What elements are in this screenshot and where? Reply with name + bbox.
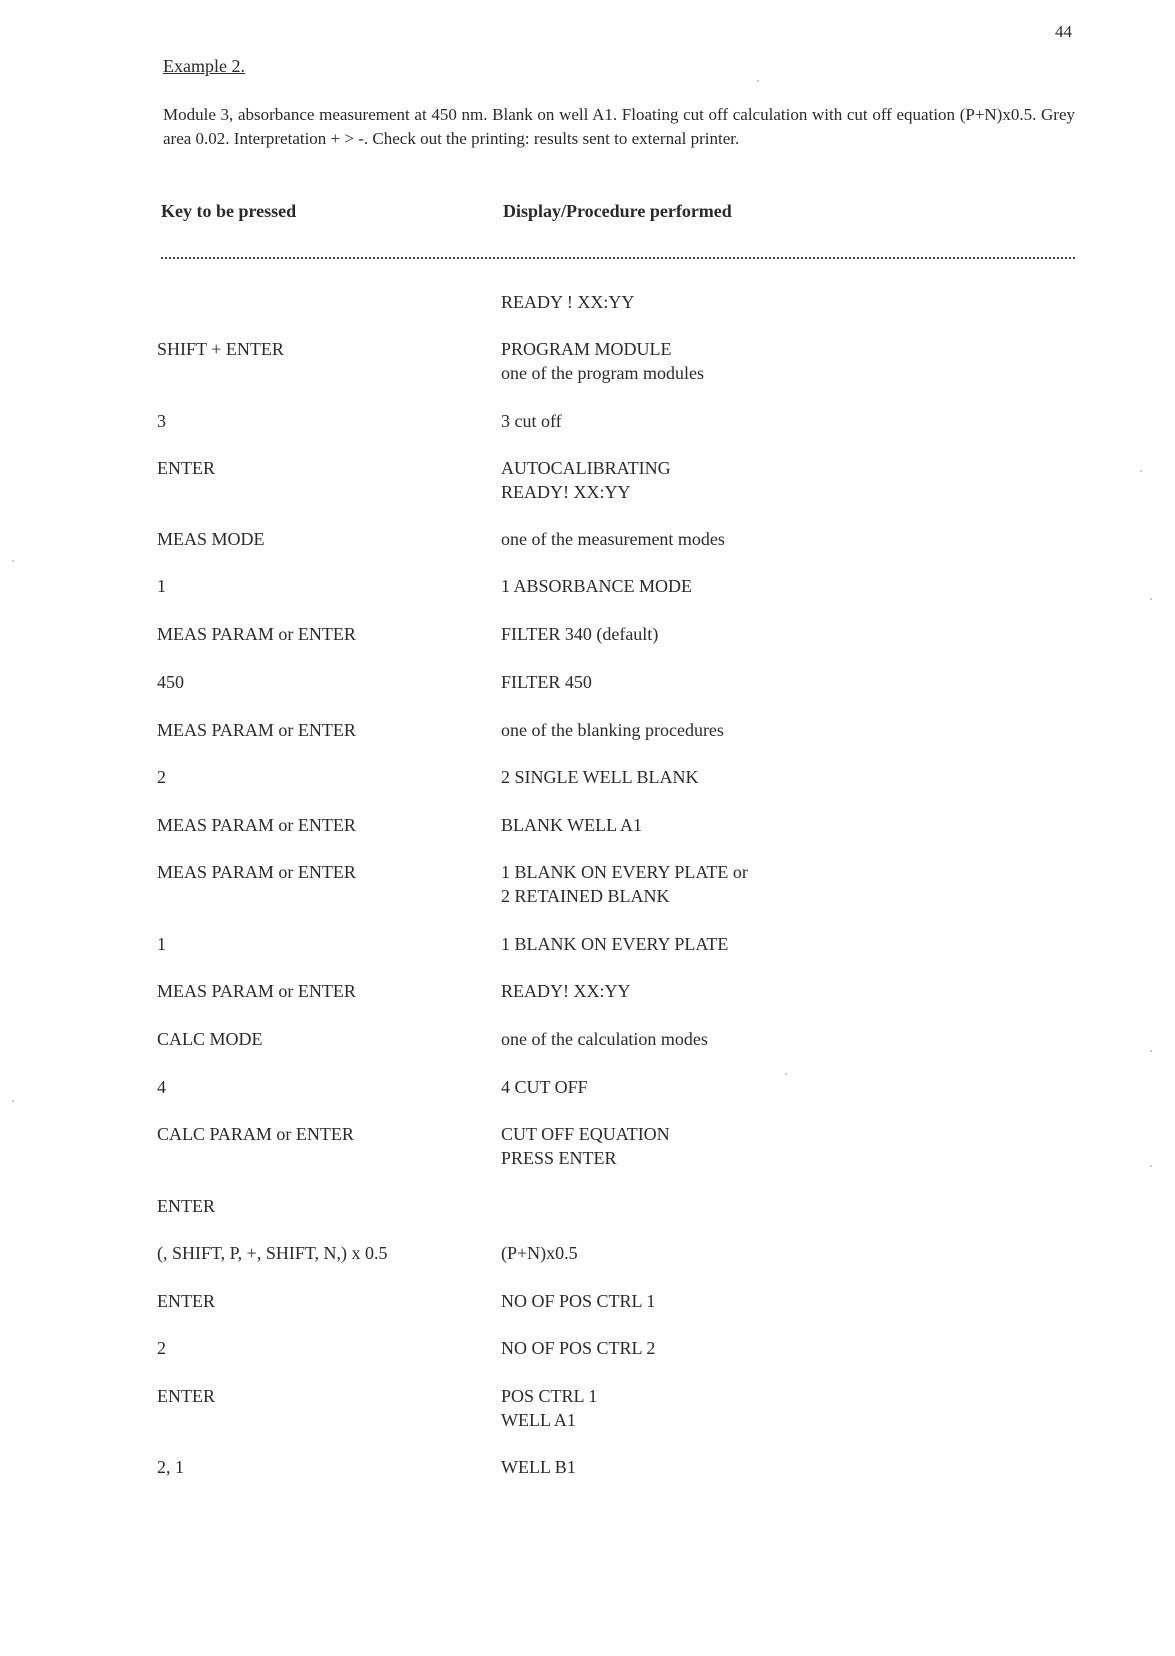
display-column-header: Display/Procedure performed xyxy=(503,201,732,221)
step-key: 1 xyxy=(157,934,166,954)
step-key: ENTER xyxy=(157,458,215,478)
intro-paragraph: Module 3, absorbance measurement at 450 nm. Blank on well A1. Floating cut off calculation with cut off equation (P+N)x0.5. Grey area 0.02. Interpretation + > -. Check out the printing: results sent to external printer. xyxy=(163,105,1075,148)
step-display: 1 BLANK ON EVERY PLATE xyxy=(501,934,729,954)
step-display: 1 BLANK ON EVERY PLATE or 2 RETAINED BLANK xyxy=(501,862,748,906)
scan-speck xyxy=(757,80,759,82)
scan-speck xyxy=(12,1100,14,1102)
step-display: one of the calculation modes xyxy=(501,1029,708,1049)
scan-speck xyxy=(785,1073,787,1075)
step-display: 2 SINGLE WELL BLANK xyxy=(501,767,699,787)
step-key: MEAS PARAM or ENTER xyxy=(157,815,356,835)
header-divider xyxy=(161,257,1075,259)
step-key: MEAS PARAM or ENTER xyxy=(157,720,356,740)
step-key: 1 xyxy=(157,576,166,596)
scan-speck xyxy=(1150,1165,1152,1167)
step-display: NO OF POS CTRL 2 xyxy=(501,1338,656,1358)
key-column-header: Key to be pressed xyxy=(161,201,297,221)
step-display: 3 cut off xyxy=(501,411,562,431)
step-key: 4 xyxy=(157,1077,166,1097)
scan-speck xyxy=(1140,470,1142,472)
scan-speck xyxy=(1150,598,1152,600)
step-display: 4 CUT OFF xyxy=(501,1077,588,1097)
step-key: CALC PARAM or ENTER xyxy=(157,1124,354,1144)
step-key: ENTER xyxy=(157,1196,215,1216)
step-key: 2 xyxy=(157,1338,166,1358)
scan-speck xyxy=(1150,1050,1152,1052)
step-key: ENTER xyxy=(157,1386,215,1406)
step-display: READY ! XX:YY xyxy=(501,292,635,312)
step-key: SHIFT + ENTER xyxy=(157,339,284,359)
step-key: CALC MODE xyxy=(157,1029,263,1049)
step-display: POS CTRL 1 WELL A1 xyxy=(501,1386,598,1430)
scan-speck xyxy=(12,560,14,562)
step-display: BLANK WELL A1 xyxy=(501,815,642,835)
page-number: 44 xyxy=(1055,22,1072,41)
step-key: (, SHIFT, P, +, SHIFT, N,) x 0.5 xyxy=(157,1243,388,1263)
step-key: 2, 1 xyxy=(157,1457,184,1477)
step-key: MEAS MODE xyxy=(157,529,265,549)
step-display: one of the blanking procedures xyxy=(501,720,724,740)
step-key: 2 xyxy=(157,767,166,787)
step-display: NO OF POS CTRL 1 xyxy=(501,1291,656,1311)
step-display: PROGRAM MODULE one of the program modules xyxy=(501,339,704,383)
step-display: (P+N)x0.5 xyxy=(501,1243,578,1263)
step-key: MEAS PARAM or ENTER xyxy=(157,624,356,644)
step-key: MEAS PARAM or ENTER xyxy=(157,981,356,1001)
step-key: 450 xyxy=(157,672,184,692)
step-display: CUT OFF EQUATION PRESS ENTER xyxy=(501,1124,670,1168)
step-display: WELL B1 xyxy=(501,1457,576,1477)
step-display: READY! XX:YY xyxy=(501,981,631,1001)
step-display: one of the measurement modes xyxy=(501,529,725,549)
step-display: FILTER 340 (default) xyxy=(501,624,659,644)
step-display: 1 ABSORBANCE MODE xyxy=(501,576,693,596)
step-key: MEAS PARAM or ENTER xyxy=(157,862,356,882)
step-display: FILTER 450 xyxy=(501,672,592,692)
step-key: 3 xyxy=(157,411,166,431)
step-key: ENTER xyxy=(157,1291,215,1311)
step-display: AUTOCALIBRATING READY! XX:YY xyxy=(501,458,671,502)
example-title: Example 2. xyxy=(163,56,245,76)
